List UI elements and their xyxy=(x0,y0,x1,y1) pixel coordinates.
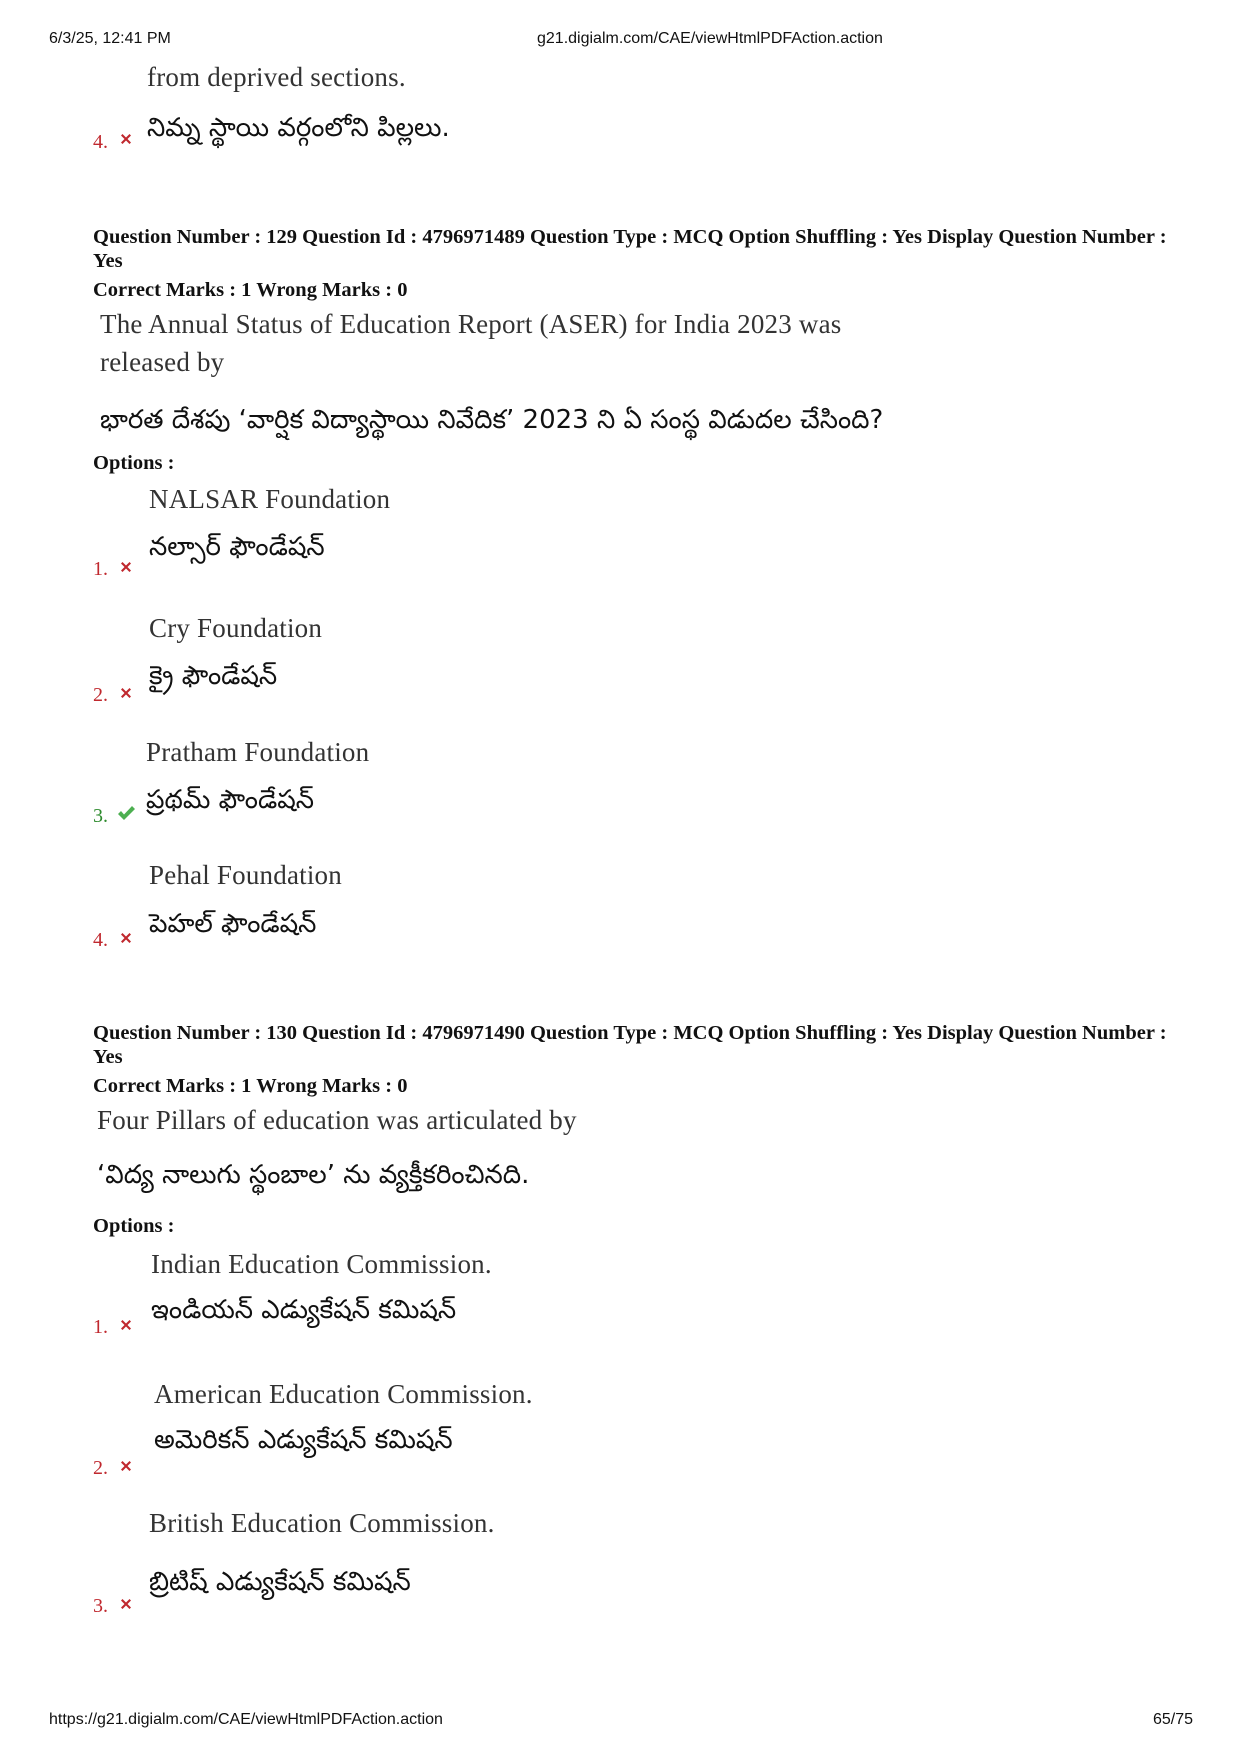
cross-icon xyxy=(118,559,134,575)
question-text-en-line2: released by xyxy=(100,347,225,377)
page-number: 65/75 xyxy=(1152,1711,1193,1728)
option-text-en: British Education Commission. xyxy=(149,1508,495,1538)
cross-icon xyxy=(118,930,134,946)
option-text-en: NALSAR Foundation xyxy=(149,484,391,514)
option-number: 2. xyxy=(93,1457,108,1479)
options-label: Options : xyxy=(93,1215,175,1237)
check-icon xyxy=(116,804,136,822)
question-marks: Correct Marks : 1 Wrong Marks : 0 xyxy=(93,1075,408,1097)
option-number: 1. xyxy=(93,1316,108,1338)
option-text-te: ఇండియన్ ఎడ్యుకేషన్ కమిషన్ xyxy=(151,1295,457,1325)
cross-icon xyxy=(118,131,134,147)
option-number: 1. xyxy=(93,558,108,580)
print-url: g21.digialm.com/CAE/viewHtmlPDFAction.action xyxy=(537,30,883,47)
question-marks: Correct Marks : 1 Wrong Marks : 0 xyxy=(93,279,408,301)
print-datetime: 6/3/25, 12:41 PM xyxy=(49,30,171,47)
option-text-te: ప్రథమ్ ఫౌండేషన్ xyxy=(146,785,315,815)
cross-icon xyxy=(118,1317,134,1333)
prev-option-number: 4. xyxy=(93,131,108,153)
cross-icon xyxy=(118,685,134,701)
option-text-en: American Education Commission. xyxy=(154,1379,533,1409)
option-number: 2. xyxy=(93,684,108,706)
question-text-en: Four Pillars of education was articulated by xyxy=(97,1105,577,1135)
option-text-en: Cry Foundation xyxy=(149,613,323,643)
cross-icon xyxy=(118,1458,134,1474)
option-text-te: అమెరికన్ ఎడ్యుకేషన్ కమిషన్ xyxy=(154,1425,453,1455)
option-number: 3. xyxy=(93,1595,108,1617)
question-meta: Question Number : 130 Question Id : 4796971490 Question Type : MCQ Option Shuffling : Yes Display Question Number : Yes xyxy=(93,1022,1167,1068)
option-text-te: పెహల్ ఫౌండేషన్ xyxy=(149,909,317,939)
option-text-en: Pratham Foundation xyxy=(146,737,370,767)
option-text-te: బ్రిటిష్ ఎడ్యుకేషన్ కమిషన్ xyxy=(149,1567,411,1597)
question-text-te: భారత దేశపు ‘వార్షిక విద్యాస్థాయి నివేదిక’ 2023 ని ఏ సంస్థ విడుదల చేసింది? xyxy=(100,405,884,435)
option-number: 3. xyxy=(93,805,108,827)
footer-url: https://g21.digialm.com/CAE/viewHtmlPDFAction.action xyxy=(49,1711,443,1728)
question-meta: Question Number : 129 Question Id : 4796971489 Question Type : MCQ Option Shuffling : Yes Display Question Number : Yes xyxy=(93,226,1167,272)
question-text-en: The Annual Status of Education Report (ASER) for India 2023 was xyxy=(100,309,842,339)
option-text-en: Pehal Foundation xyxy=(149,860,342,890)
option-text-te: క్రై ఫౌండేషన్ xyxy=(149,661,278,691)
prev-option-text-en: from deprived sections. xyxy=(147,62,406,92)
prev-option-text-te: నిమ్న స్థాయి వర్గంలోని పిల్లలు. xyxy=(147,113,450,143)
cross-icon xyxy=(118,1596,134,1612)
question-text-te: ‘విద్య నాలుగు స్థంబాల’ ను వ్యక్తీకరించినది. xyxy=(97,1160,530,1190)
option-text-te: నల్సార్ ఫౌండేషన్ xyxy=(149,532,325,562)
option-number: 4. xyxy=(93,929,108,951)
option-text-en: Indian Education Commission. xyxy=(151,1249,492,1279)
options-label: Options : xyxy=(93,452,175,474)
